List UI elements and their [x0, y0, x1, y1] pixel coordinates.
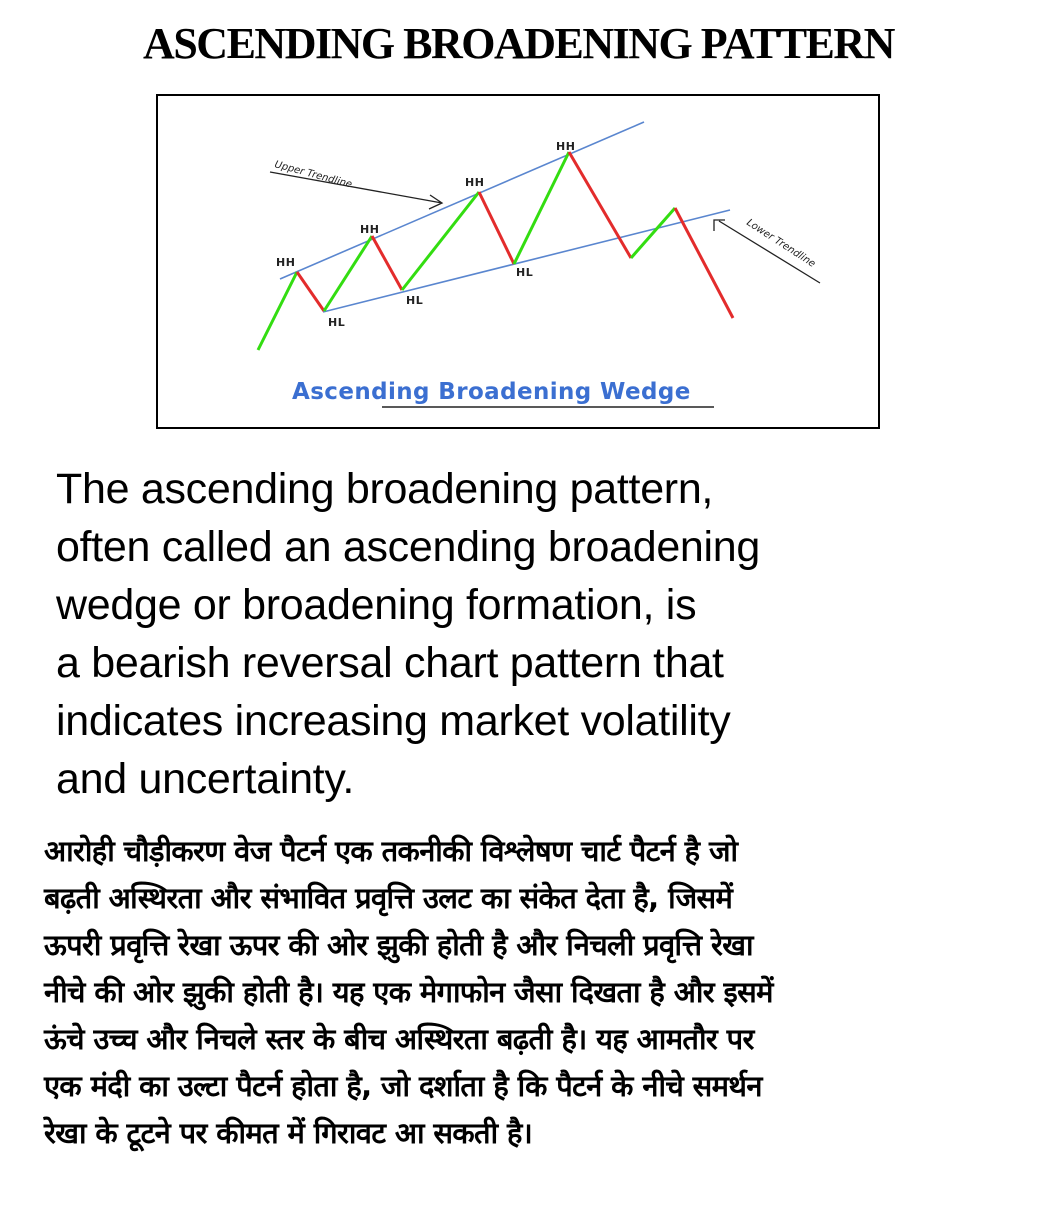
page-title: ASCENDING BROADENING PATTERN: [143, 19, 894, 68]
hindi-line: आरोही चौड़ीकरण वेज पैटर्न एक तकनीकी विश्लेषण चार्ट पैटर्न है जो: [44, 834, 738, 868]
hindi-line: बढ़ती अस्थिरता और संभावित प्रवृत्ति उलट का संकेत देता है, जिसमें: [44, 881, 733, 915]
english-line: and uncertainty.: [56, 755, 354, 803]
english-line: The ascending broadening pattern,: [56, 465, 714, 513]
price-segment-down: [479, 192, 514, 264]
english-description: [56, 460, 1006, 808]
hindi-line: एक मंदी का उल्टा पैटर्न होता है, जो दर्शाता है कि पैटर्न के नीचे समर्थन: [44, 1069, 762, 1103]
point-label-hh: HH: [556, 140, 576, 153]
lower-trendline-label: Lower Trendline: [744, 217, 818, 270]
upper-trendline-arrow: [270, 172, 442, 209]
price-segment-up: [258, 272, 297, 350]
price-segment-up: [324, 236, 372, 311]
price-segment-up: [514, 152, 569, 264]
hindi-line: ऊंचे उच्च और निचले स्तर के बीच अस्थिरता बढ़ती है। यह आमतौर पर: [44, 1022, 754, 1056]
price-segment-down: [297, 272, 324, 311]
diagram-caption: Ascending Broadening Wedge: [292, 379, 691, 405]
hindi-line: ऊपरी प्रवृत्ति रेखा ऊपर की ओर झुकी होती है और निचली प्रवृत्ति रेखा: [44, 928, 753, 962]
hindi-description: [44, 828, 1024, 1157]
lower-trendline: [323, 210, 730, 312]
price-segment-down: [372, 236, 402, 290]
point-label-hh: HH: [276, 256, 296, 269]
english-line: often called an ascending broadening: [56, 523, 761, 571]
point-label-hl: HL: [328, 316, 346, 329]
pattern-diagram: [156, 94, 880, 429]
english-line: wedge or broadening formation, is: [56, 581, 697, 629]
hindi-line: रेखा के टूटने पर कीमत में गिरावट आ सकती है।: [44, 1116, 533, 1150]
upper-trendline-label: Upper Trendline: [273, 159, 354, 191]
hindi-line: नीचे की ओर झुकी होती है। यह एक मेगाफोन जैसा दिखता है और इसमें: [44, 975, 773, 1009]
point-label-hh: HH: [360, 223, 380, 236]
point-label-hl: HL: [406, 294, 424, 307]
point-label-hh: HH: [465, 176, 485, 189]
pattern-diagram-svg: [158, 96, 880, 429]
english-line: indicates increasing market volatility: [56, 697, 731, 745]
english-line: a bearish reversal chart pattern that: [56, 639, 724, 687]
upper-trendline: [280, 122, 644, 279]
point-label-hl: HL: [516, 266, 534, 279]
